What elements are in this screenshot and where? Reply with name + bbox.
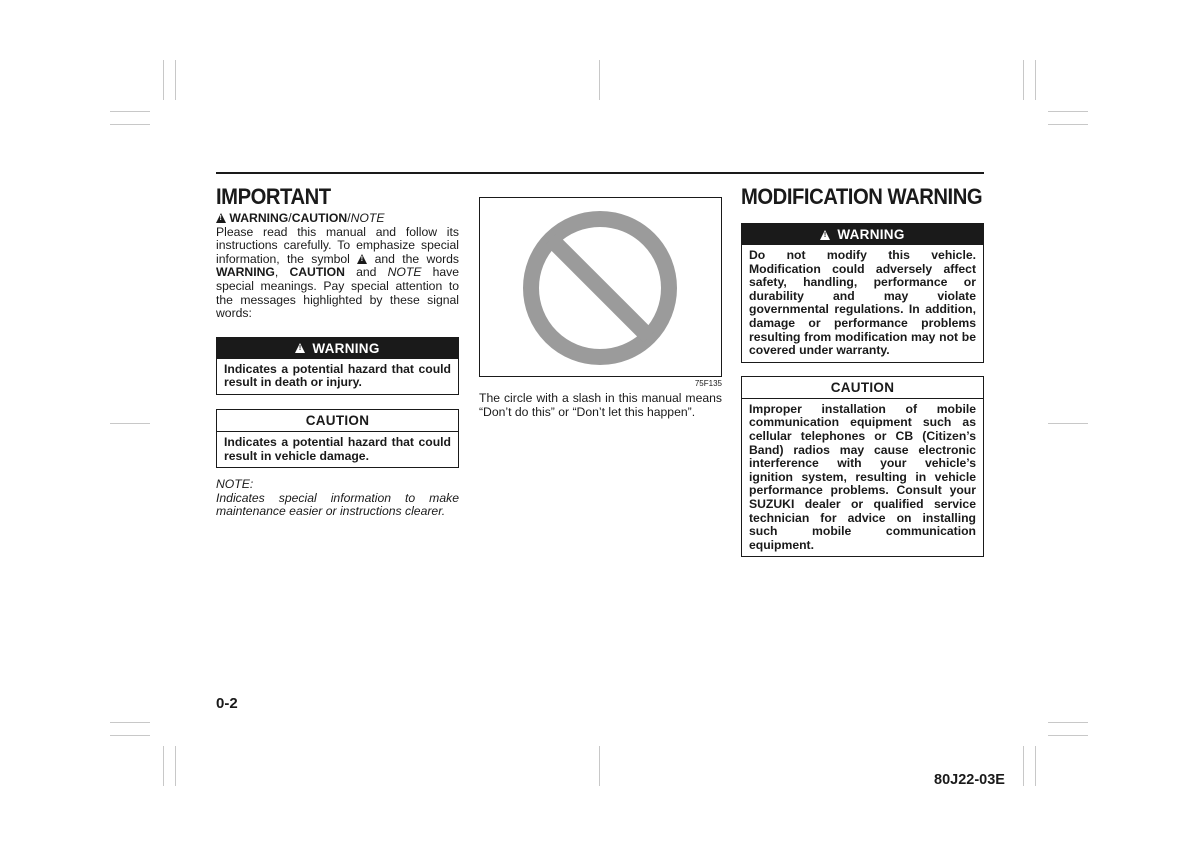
prohibition-icon: [480, 198, 721, 376]
caution-box-label: CAUTION: [305, 412, 370, 428]
document-code: 80J22-03E: [934, 772, 1005, 788]
crop-mark: [110, 111, 150, 112]
legend-note: NOTE: [350, 211, 385, 225]
crop-mark: [163, 60, 164, 100]
crop-mark: [1035, 746, 1036, 786]
warning-triangle-icon: [357, 254, 367, 264]
warning-triangle-icon: [216, 213, 226, 223]
crop-mark: [110, 124, 150, 125]
figure-caption: The circle with a slash in this manual means “Don’t do this” or “Don’t let this happen”.: [479, 391, 722, 419]
crop-mark: [1023, 746, 1024, 786]
note-label: NOTE:: [216, 477, 254, 492]
legend-separator: /: [288, 211, 292, 225]
warning-box-label: WARNING: [312, 340, 380, 356]
intro-warning-word: WARNING: [216, 265, 275, 280]
important-section: [216, 184, 459, 519]
modification-warning-header: [742, 224, 983, 245]
crop-mark: [110, 735, 150, 736]
caution-box-text: Indicates a potential hazard that could result in vehicle damage.: [224, 434, 451, 463]
modification-warning-text: Do not modify this vehicle. Modification could adversely affect safety, handling, performance or durability and may violate governmental regulations. In addition, damage or performance problems resulting from modification may not be covered under warranty.: [749, 248, 976, 358]
caution-box-header: [217, 410, 458, 432]
warning-box-header: [217, 338, 458, 359]
crop-mark: [163, 746, 164, 786]
intro-note-word: NOTE: [387, 265, 422, 280]
warning-triangle-icon: [820, 230, 830, 240]
page-number: 0-2: [216, 695, 238, 712]
crop-mark: [110, 722, 150, 723]
crop-mark: [175, 746, 176, 786]
modification-caution-label: CAUTION: [830, 379, 895, 395]
legend-separator: /: [347, 211, 351, 225]
intro-text: have special meanings. Pay special attention to the messages highlighted by these signal words:: [216, 265, 460, 321]
modification-warning-label: WARNING: [837, 227, 905, 242]
crop-mark: [599, 60, 600, 100]
modification-section: [741, 184, 984, 557]
intro-text: Please read this manual and follow its instructions carefully. To emphasize special information, the symbol: [216, 224, 459, 266]
figure-section: [479, 184, 722, 419]
crop-mark: [175, 60, 176, 100]
warning-box: [216, 337, 459, 395]
crop-mark: [1048, 423, 1088, 424]
signal-word-legend: [216, 212, 459, 226]
caution-box: [216, 409, 459, 468]
intro-text: and the words: [374, 251, 460, 266]
crop-mark: [1023, 60, 1024, 100]
modification-warning-box: [741, 223, 984, 363]
crop-mark: [1048, 124, 1088, 125]
crop-mark: [599, 746, 600, 786]
warning-triangle-icon: [295, 343, 305, 353]
prohibition-figure: [479, 197, 722, 377]
intro-text: and: [356, 265, 377, 280]
legend-caution: CAUTION: [291, 211, 348, 225]
crop-mark: [1048, 111, 1088, 112]
header-rule: [216, 172, 984, 174]
legend-warning: WARNING: [229, 211, 289, 225]
modification-title: MODIFICATION WARNING: [741, 184, 983, 209]
intro-text: ,: [274, 265, 279, 280]
important-title: IMPORTANT: [216, 184, 331, 209]
modification-caution-header: [742, 377, 983, 399]
modification-caution-box: [741, 376, 984, 558]
modification-caution-text: Improper installation of mobile communication equipment such as cellular telephones or CB (Citizen’s Band) radios may cause electronic interference with your vehicle’s ignition system, resulting in vehicle performance problems. Consult your SUZUKI dealer or qualified service technician for advice on installing such mobile communication equipment.: [749, 401, 976, 552]
important-intro: [216, 226, 459, 321]
note-text: Indicates special information to make maintenance easier or instructions clearer.: [216, 490, 459, 519]
intro-caution-word: CAUTION: [289, 265, 345, 280]
crop-mark: [110, 423, 150, 424]
crop-mark: [1035, 60, 1036, 100]
crop-mark: [1048, 735, 1088, 736]
figure-code: 75F135: [694, 379, 722, 388]
crop-mark: [1048, 722, 1088, 723]
warning-box-text: Indicates a potential hazard that could result in death or injury.: [224, 361, 451, 390]
